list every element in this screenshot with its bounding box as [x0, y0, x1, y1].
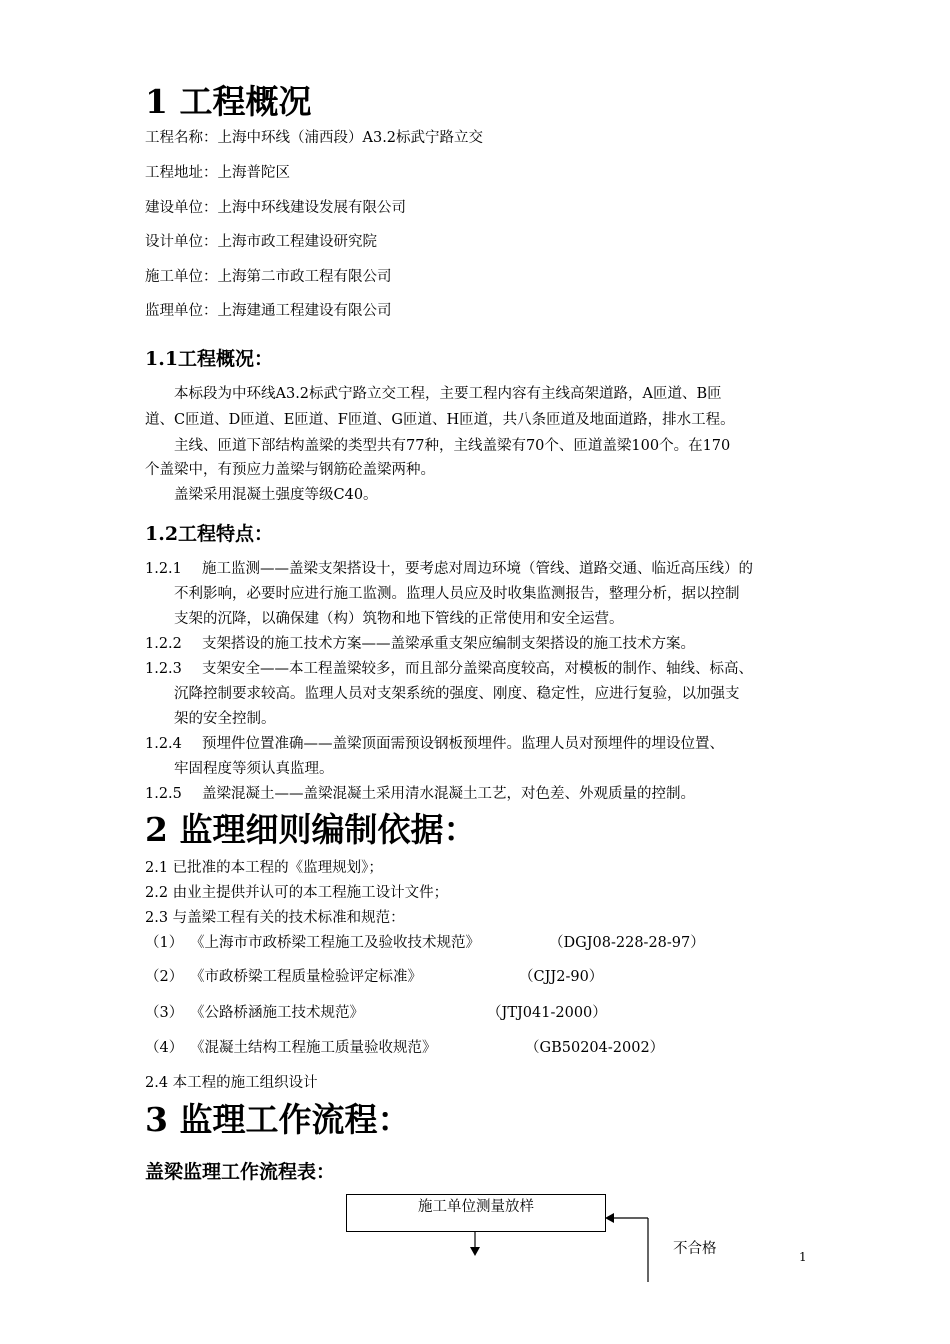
feature-line: 支架搭设的施工技术方案——盖梁承重支架应编制支架搭设的施工技术方案。	[202, 636, 695, 652]
feature-line: 沉降控制要求较高。监理人员对支架系统的强度、刚度、稳定性，应进行复验，以加强支	[174, 686, 740, 702]
feature-line: 支架的沉降，以确保建（构）筑物和地下管线的正常使用和安全运营。	[174, 611, 624, 627]
paragraph-line: 道、C匝道、D匝道、E匝道、F匝道、G匝道、H匝道，共八条匝道及地面道路，排水工程。	[145, 412, 735, 428]
basis-item: 2.1 已批准的本工程的《监理规划》；	[145, 860, 383, 876]
info-line: 施工单位：上海第二市政工程有限公司	[145, 269, 392, 285]
standard-index: （3）	[145, 1005, 184, 1021]
standard-index: （1）	[145, 935, 184, 951]
standard-code: （GB50204-2002）	[525, 1040, 665, 1056]
flow-return-line	[605, 1213, 648, 1282]
flowchart-title: 盖梁监理工作流程表：	[145, 1161, 336, 1183]
page-number: 1	[799, 1250, 807, 1264]
info-line: 工程名称：上海中环线（浦西段）A3.2标武宁路立交	[145, 130, 484, 146]
standard-code: （JTJ041-2000）	[487, 1005, 607, 1021]
basis-item: 2.3 与盖梁工程有关的技术标准和规范：	[145, 910, 405, 926]
feature-line: 不利影响，必要时应进行施工监测。监理人员应及时收集监测报告，整理分析，据以控制	[174, 586, 740, 602]
section2-heading: 2 监理细则编制依据：	[145, 810, 477, 849]
standard-code: （DGJ08-228-28-97）	[549, 935, 705, 951]
subsection-1-1-heading: 1.1工程概况：	[145, 348, 274, 370]
standard-index: （4）	[145, 1040, 184, 1056]
standard-index: （2）	[145, 969, 184, 985]
standard-code: （CJJ2-90）	[519, 969, 604, 985]
feature-number: 1.2.5	[145, 786, 182, 802]
paragraph-line: 主线、匝道下部结构盖梁的类型共有77种，主线盖梁有70个、匝道盖梁100个。在170	[174, 438, 731, 454]
section1-heading: 1 工程概况	[145, 82, 312, 121]
feature-line: 预埋件位置准确——盖梁顶面需预设钢板预埋件。监理人员对预埋件的埋设位置、	[202, 736, 724, 752]
paragraph-line: 盖梁采用混凝土强度等级C40。	[174, 487, 378, 503]
section3-heading: 3 监理工作流程：	[145, 1100, 411, 1139]
info-line: 设计单位：上海市政工程建设研究院	[145, 234, 377, 250]
feature-line: 架的安全控制。	[174, 711, 276, 727]
standard-name: 《混凝土结构工程施工质量验收规范》	[190, 1040, 437, 1056]
feature-line: 施工监测——盖梁支架搭设十，要考虑对周边环境（管线、道路交通、临近高压线）的	[202, 561, 753, 577]
flow-arrow-down	[470, 1231, 480, 1256]
info-line: 监理单位：上海建通工程建设有限公司	[145, 303, 392, 319]
basis-item: 2.4 本工程的施工组织设计	[145, 1075, 318, 1091]
feature-line: 支架安全——本工程盖梁较多，而且部分盖梁高度较高，对模板的制作、轴线、标高、	[202, 661, 753, 677]
flow-fail-label: 不合格	[673, 1241, 717, 1257]
info-line: 建设单位：上海中环线建设发展有限公司	[145, 200, 406, 216]
feature-number: 1.2.3	[145, 661, 182, 677]
info-line: 工程地址：上海普陀区	[145, 165, 290, 181]
feature-line: 盖梁混凝土——盖梁混凝土采用清水混凝土工艺，对色差、外观质量的控制。	[202, 786, 695, 802]
subsection-1-2-heading: 1.2工程特点：	[145, 523, 274, 545]
flow-box-label: 施工单位测量放样	[418, 1199, 534, 1215]
feature-number: 1.2.1	[145, 561, 182, 577]
standard-name: 《上海市市政桥梁工程施工及验收技术规范》	[190, 935, 480, 951]
paragraph-line: 个盖梁中，有预应力盖梁与钢筋砼盖梁两种。	[145, 462, 435, 478]
feature-number: 1.2.4	[145, 736, 182, 752]
paragraph-line: 本标段为中环线A3.2标武宁路立交工程，主要工程内容有主线高架道路，A匝道、B匝	[174, 386, 722, 402]
feature-line: 牢固程度等须认真监理。	[174, 761, 334, 777]
feature-number: 1.2.2	[145, 636, 182, 652]
standard-name: 《市政桥梁工程质量检验评定标准》	[190, 969, 422, 985]
standard-name: 《公路桥涵施工技术规范》	[190, 1005, 364, 1021]
basis-item: 2.2 由业主提供并认可的本工程施工设计文件；	[145, 885, 449, 901]
